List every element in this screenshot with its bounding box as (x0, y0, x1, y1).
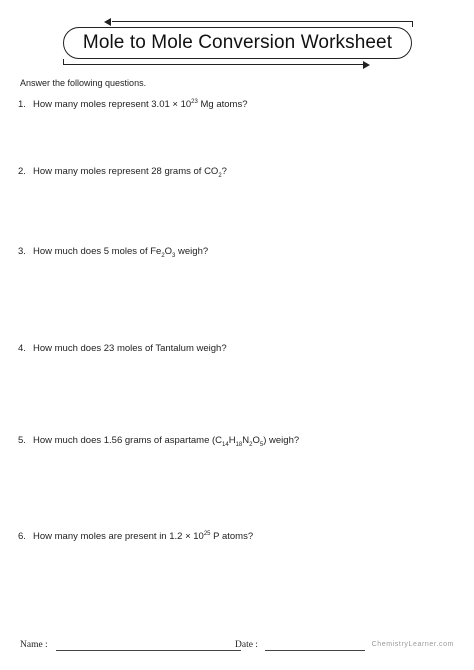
question-text: How much does 23 moles of Tantalum weigh? (33, 343, 227, 354)
subscript: 18 (235, 441, 243, 448)
question-text: Mg atoms? (197, 99, 248, 110)
question-text: How many moles represent 28 grams of CO (33, 166, 219, 177)
footer (20, 640, 460, 656)
subscript: 2 (218, 172, 222, 179)
question-text: P atoms? (210, 531, 254, 542)
question-2 (18, 166, 227, 177)
question-text: O (164, 246, 173, 257)
brand-logo-text: ChemistryLearner.com (371, 641, 454, 648)
subscript: 5 (259, 441, 264, 448)
question-4 (18, 343, 227, 354)
subscript: 2 (249, 441, 253, 448)
title-decoration-right-vertical (412, 21, 413, 27)
question-text: How much does 5 moles of Fe (33, 246, 162, 257)
title-decoration-arrow-bottom (363, 61, 370, 69)
question-number: 1. (18, 99, 26, 110)
question-3 (18, 246, 208, 257)
question-text: O (252, 435, 260, 446)
title-decoration-bottom-line (63, 64, 363, 65)
subscript: 3 (172, 252, 176, 259)
subscript: 2 (161, 252, 165, 259)
question-text: N (242, 435, 250, 446)
title-decoration-top-line (112, 21, 412, 22)
title-banner (63, 27, 412, 59)
name-input-line[interactable] (56, 650, 241, 651)
question-number: 4. (18, 343, 26, 354)
question-text: How much does 1.56 grams of aspartame (C (33, 435, 223, 446)
date-input-line[interactable] (265, 650, 365, 651)
question-6 (18, 531, 253, 542)
subscript: 14 (222, 441, 229, 448)
name-label: Name : (20, 640, 48, 650)
worksheet-title: Mole to Mole Conversion Worksheet (82, 32, 393, 53)
question-text: ) weigh? (263, 435, 300, 446)
title-decoration-left-vertical (63, 59, 64, 65)
question-number: 5. (18, 435, 26, 446)
title-decoration-arrow-top (104, 18, 111, 26)
question-text: H (228, 435, 236, 446)
question-text: ? (221, 166, 227, 177)
question-number: 6. (18, 531, 26, 542)
question-5 (18, 435, 299, 446)
question-text: How many moles represent 3.01 × 10 (33, 99, 192, 110)
question-number: 3. (18, 246, 26, 257)
superscript: 23 (191, 98, 198, 105)
question-1 (18, 99, 247, 110)
question-text: How many moles are present in 1.2 × 10 (33, 531, 204, 542)
superscript: 25 (203, 530, 211, 537)
question-text: weigh? (175, 246, 209, 257)
instructions-text: Answer the following questions. (20, 78, 147, 88)
question-number: 2. (18, 166, 26, 177)
date-label: Date : (235, 640, 258, 650)
